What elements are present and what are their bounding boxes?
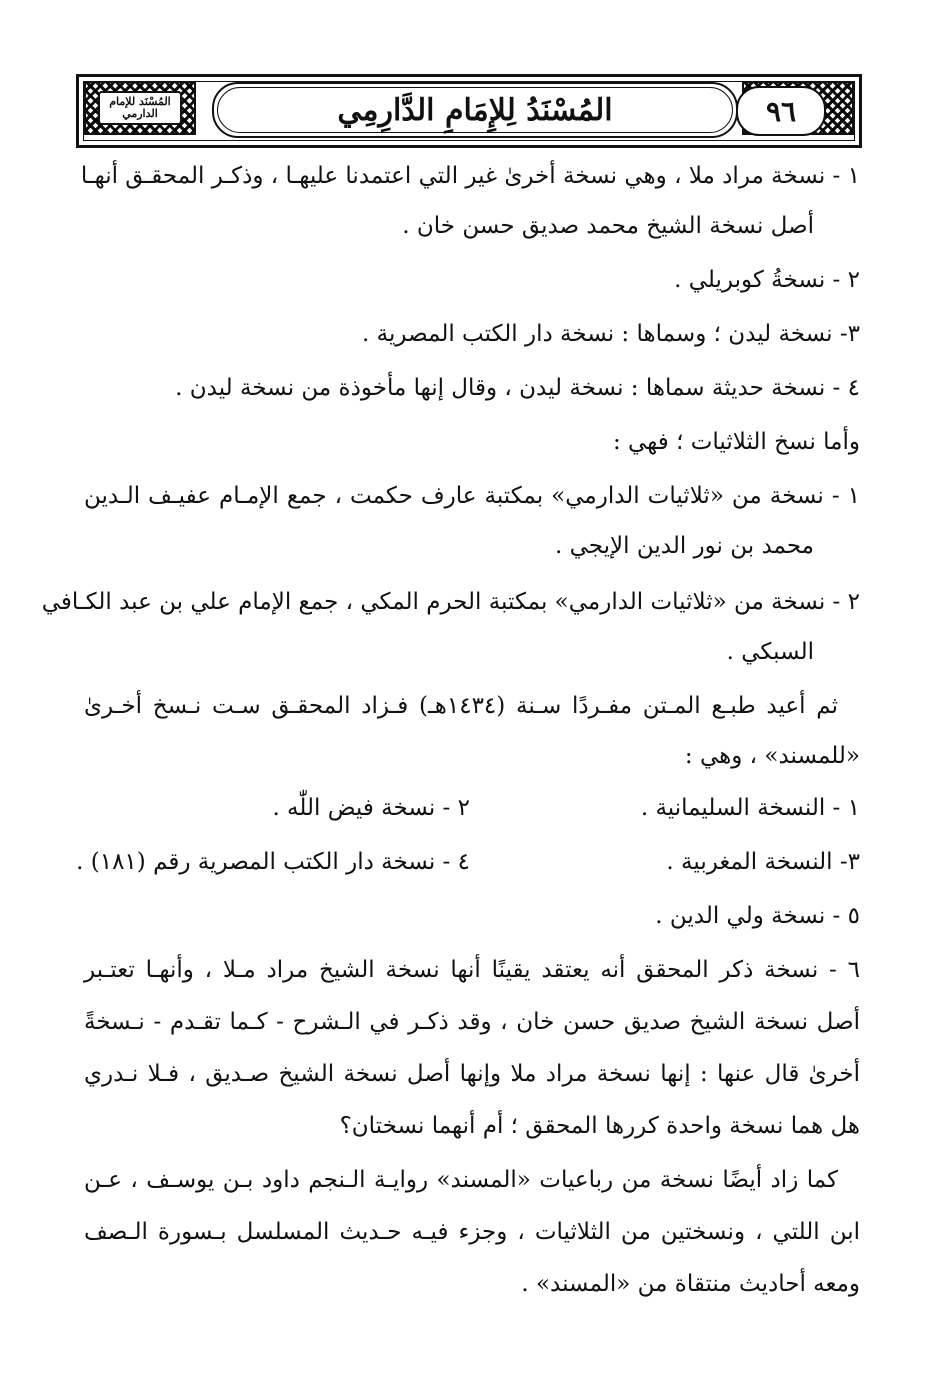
- paragraph-line: هل هما نسخة واحدة كررها المحقق ؛ أم أنهما نسختان؟: [339, 1113, 860, 1139]
- paragraph-line: ابن اللتي ، ونسختين من الثلاثيات ، وجزء فيـه حـديث المسلسل بـسورة الـصف: [84, 1219, 860, 1245]
- paragraph-line: ٢ - نسخةُ كوبريلي .: [674, 267, 860, 293]
- paragraph-line: ومعه أحاديث منتقاة من «المسند» .: [521, 1271, 860, 1297]
- paragraph-line: كما زاد أيضًا نسخة من رباعيات «المسند» روايـة الـنجم داود بـن يوسـف ، عـن: [84, 1167, 838, 1193]
- seal-text-left: المُسْنَد للإمام الدارمي: [109, 95, 171, 120]
- paragraph-line: «للمسند» ، وهي :: [684, 743, 860, 769]
- paragraph-line: ٦ - نسخة ذكر المحقق أنه يعتقد يقينًا أنها نسخة الشيخ مراد مـلا ، وأنهـا تعتـبر: [84, 957, 860, 983]
- paragraph-line: أصل نسخة الشيخ صديق حسن خان ، وقد ذكـر في الـشرح - كـما تقـدم - نـسخةً: [84, 1009, 860, 1035]
- list-item: ٤ - نسخة دار الكتب المصرية رقم (١٨١) .: [76, 849, 470, 875]
- paragraph-line: ٤ - نسخة حديثة سماها : نسخة ليدن ، وقال إنها مأخوذة من نسخة ليدن .: [175, 375, 860, 401]
- seal-ornament-left: [84, 81, 196, 135]
- paragraph-line: محمد بن نور الدين الإيجي .: [554, 533, 814, 559]
- paragraph-line: أصل نسخة الشيخ محمد صديق حسن خان .: [402, 213, 814, 239]
- book-title: المُسْنَدُ لِلإِمَامِ الدَّارِمِي: [337, 92, 613, 128]
- page-header: [76, 74, 862, 148]
- list-item: ٣- النسخة المغربية .: [666, 849, 860, 875]
- page-number: ٩٦: [736, 86, 826, 136]
- header-title-box: [212, 82, 738, 138]
- paragraph-line: ١ - نسخة مراد ملا ، وهي نسخة أخرىٰ غير التي اعتمدنا عليهـا ، وذكـر المحقـق أنهـا: [80, 163, 860, 189]
- paragraph-line: ٣- نسخة ليدن ؛ وسماها : نسخة دار الكتب المصرية .: [362, 321, 860, 347]
- list-item: ١ - النسخة السليمانية .: [640, 795, 860, 821]
- list-item: ٢ - نسخة فيض اللّٰه .: [272, 795, 470, 821]
- paragraph-line: السبكي .: [726, 639, 814, 665]
- paragraph-line: ١ - نسخة من «ثلاثيات الدارمي» بمكتبة عارف حكمت ، جمع الإمـام عفيـف الـدين: [84, 483, 860, 509]
- list-item: ٥ - نسخة ولي الدين .: [655, 903, 860, 929]
- paragraph-line: وأما نسخ الثلاثيات ؛ فهي :: [612, 429, 860, 455]
- paragraph-line: ثم أعيد طبـع المـتن مفـردًا سـنة (١٤٣٤هـ) فـزاد المحقـق سـت نـسخ أخـرىٰ: [84, 693, 838, 719]
- seal-emblem-left: [98, 91, 182, 125]
- paragraph-line: أخرىٰ قال عنها : إنها نسخة مراد ملا وإنها أصل نسخة الشيخ صـديق ، فـلا نـدري: [84, 1061, 860, 1087]
- paragraph-line: ٢ - نسخة من «ثلاثيات الدارمي» بمكتبة الحرم المكي ، جمع الإمام علي بن عبد الكـافي: [41, 589, 860, 615]
